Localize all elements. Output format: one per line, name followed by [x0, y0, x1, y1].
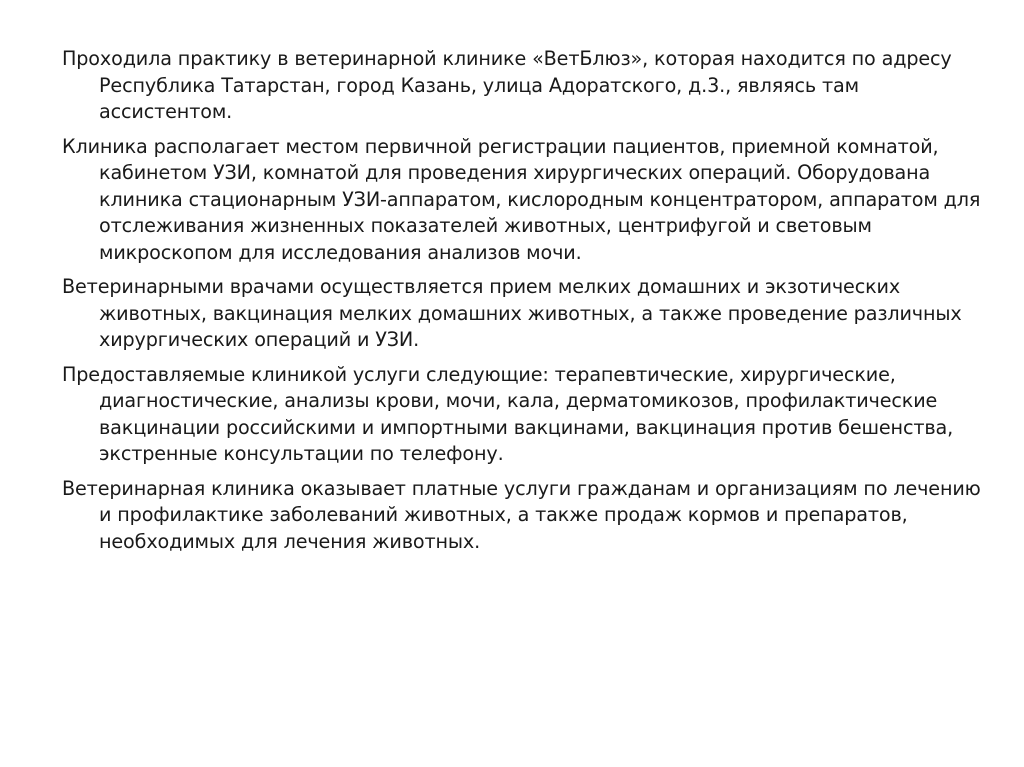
paragraph-clinic-equipment: Клиника располагает местом первичной регистрации пациентов, приемной комнатой, кабинетом УЗИ, комнатой для проведения хирургических операций. Оборудована клиника стационарным УЗИ-аппаратом, кислородным концентратором, аппаратом для отслеживания жизненных показателей животных, центрифугой и световым микроскопом для исследования анализов мочи.	[62, 134, 981, 264]
paragraph-offered-services: Предоставляемые клиникой услуги следующие: терапевтические, хирургические, диагностические, анализы крови, мочи, кала, дерматомикозов, профилактические вакцинации российскими и импортными вакцинами, вакцинация против бешенства, экстренные консультации по телефону.	[62, 362, 954, 465]
paragraph-veterinary-services: Ветеринарными врачами осуществляется прием мелких домашних и экзотических животных, вакцинация мелких домашних животных, а также проведение различных хирургических операций и УЗИ.	[62, 275, 962, 351]
paragraph-paid-services: Ветеринарная клиника оказывает платные услуги гражданам и организациям по лечению и профилактике заболеваний животных, а также продаж кормов и препаратов, необходимых для лечения животных.	[62, 476, 981, 553]
paragraph-practice-location: Проходила практику в ветеринарной клинике «ВетБлюз», которая находится по адресу Республика Татарстан, город Казань, улица Адоратского, д.3., являясь там ассистентом.	[62, 47, 952, 123]
